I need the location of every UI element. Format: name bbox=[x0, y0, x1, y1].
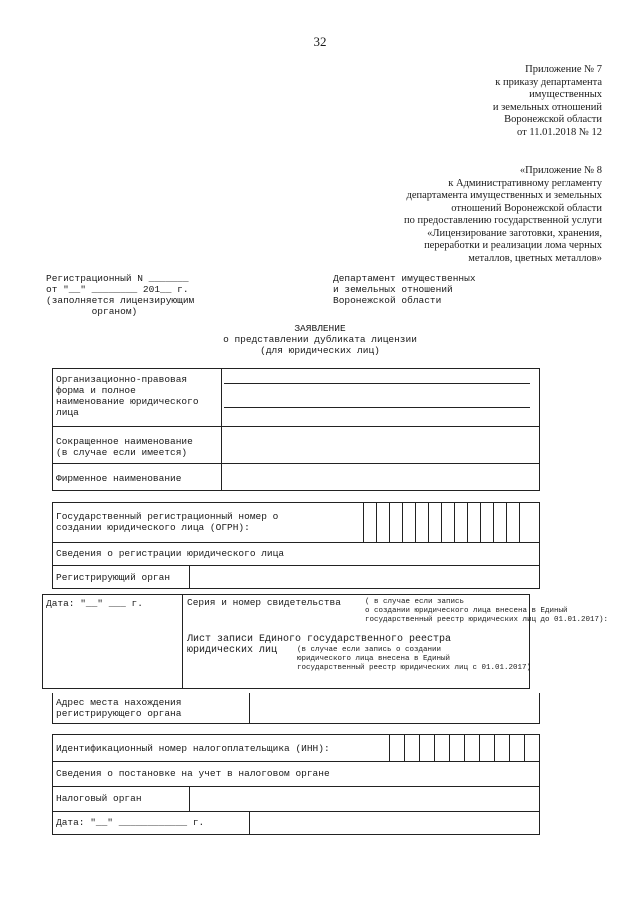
annex7-line: от 11.01.2018 № 12 bbox=[517, 126, 602, 138]
tax-body-row bbox=[52, 786, 540, 812]
registration-note-line: органом) bbox=[46, 306, 138, 317]
org-name-input[interactable] bbox=[222, 369, 539, 426]
tax-date-row bbox=[52, 811, 540, 835]
department-line: Департамент имущественных bbox=[333, 273, 476, 284]
registering-body-row bbox=[52, 565, 540, 589]
annex7-line: и земельных отношений bbox=[492, 101, 602, 113]
address-input[interactable] bbox=[250, 693, 539, 723]
annex8-line: к Административному регламенту bbox=[448, 177, 602, 189]
registration-note-line: (заполняется лицензирующим bbox=[46, 295, 195, 306]
annex8-line: металлов, цветных металлов» bbox=[468, 252, 602, 264]
annex8-line: по предоставлению государственной услуги bbox=[404, 215, 602, 226]
tax-body-input[interactable] bbox=[190, 787, 539, 811]
tax-info-row bbox=[52, 761, 540, 787]
ogrn-row bbox=[52, 502, 540, 543]
registering-body-label: Регистрирующий орган bbox=[56, 572, 171, 583]
short-name-input[interactable] bbox=[222, 427, 539, 463]
tax-body-label: Налоговый орган bbox=[56, 793, 142, 804]
registering-body-input[interactable] bbox=[190, 566, 539, 588]
inn-digit-grid[interactable] bbox=[389, 735, 539, 761]
annex8-line: переработки и реализации лома черных bbox=[424, 240, 602, 251]
form-title-subtitle: (для юридических лиц) bbox=[260, 345, 380, 356]
certificate-number-label: Серия и номер свидетельства bbox=[187, 597, 341, 608]
annex7-line: имущественных bbox=[529, 89, 602, 100]
annex8-line: отношений Воронежской области bbox=[451, 202, 602, 214]
annex7-line: Воронежской области bbox=[504, 114, 602, 125]
certificate-date-field[interactable]: Дата: "__" ___ г. bbox=[46, 598, 143, 609]
registration-info-label: Сведения о регистрации юридического лица bbox=[56, 548, 285, 559]
annex8-line: «Приложение № 8 bbox=[519, 165, 602, 176]
annex7-header bbox=[493, 64, 602, 139]
ogrn-label: Государственный регистрационный номер о создании юридического лица (ОГРН): bbox=[56, 511, 279, 533]
inn-row bbox=[52, 734, 540, 762]
annex7-line: к приказу департамента bbox=[495, 76, 602, 88]
form-title-subtitle: о представлении дубликата лицензии bbox=[223, 334, 417, 345]
annex8-header bbox=[404, 165, 602, 265]
registration-date-line: от "__" ________ 201__ г. bbox=[46, 284, 189, 295]
inn-label: Идентификационный номер налогоплательщика (ИНН): bbox=[56, 743, 330, 754]
firm-name-input[interactable] bbox=[222, 464, 539, 490]
address-row bbox=[52, 693, 540, 724]
annex8-line: «Лицензирование заготовки, хранения, bbox=[427, 227, 602, 239]
annex8-line: департамента имущественных и земельных bbox=[406, 190, 602, 201]
registration-block bbox=[46, 273, 194, 317]
department-line: и земельных отношений bbox=[333, 284, 453, 295]
page-number: 32 bbox=[313, 34, 327, 49]
org-form-label: Организационно-правовая форма и полное наименование юридического лица bbox=[56, 374, 199, 418]
egrul-note: (в случае если запись о создании юридического лица внесена в Единый государственный реестр юридических лиц с 01.01.2017) bbox=[297, 646, 532, 672]
annex7-line: Приложение № 7 bbox=[525, 64, 602, 75]
ogrn-digit-grid[interactable] bbox=[363, 503, 539, 542]
certificate-note: ( в случае если запись о создании юридического лица внесена в Единый государственный реестр юридических лиц до 01.01.2017): bbox=[365, 598, 609, 624]
column-divider bbox=[249, 812, 250, 834]
department-block bbox=[333, 273, 476, 306]
egrul-sheet-label: Лист записи Единого государственного реестра юридических лиц bbox=[187, 634, 452, 656]
form-title bbox=[0, 323, 640, 356]
department-line: Воронежской области bbox=[333, 295, 442, 306]
address-label: Адрес места нахождения регистрирующего органа bbox=[56, 697, 182, 719]
tax-info-label: Сведения о постановке на учет в налоговом органе bbox=[56, 768, 330, 779]
form-title-main: ЗАЯВЛЕНИЕ bbox=[294, 323, 346, 334]
registration-number-line: Регистрационный N _______ bbox=[46, 273, 189, 284]
registration-info-row bbox=[52, 542, 540, 566]
org-info-table bbox=[52, 368, 540, 491]
certificate-block bbox=[42, 594, 609, 689]
firm-name-label: Фирменное наименование bbox=[56, 473, 182, 484]
column-divider bbox=[182, 595, 183, 688]
short-name-label: Сокращенное наименование (в случае если имеется) bbox=[56, 436, 193, 458]
tax-date-field[interactable]: Дата: "__" ____________ г. bbox=[56, 817, 205, 828]
